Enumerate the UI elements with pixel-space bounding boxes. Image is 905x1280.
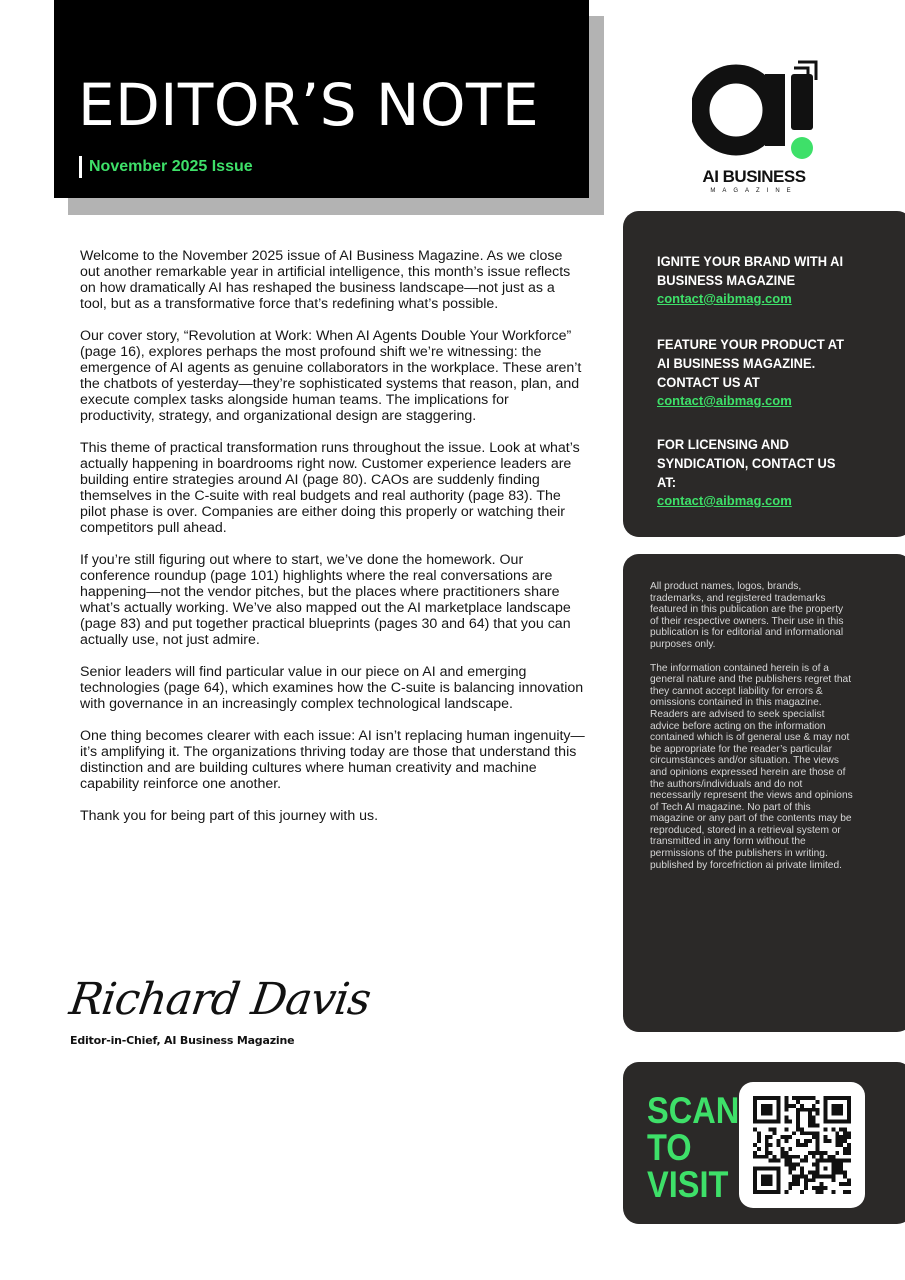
article-body: [80, 248, 585, 840]
qr-panel: [623, 1062, 905, 1224]
qr-code-icon[interactable]: [753, 1096, 851, 1194]
issue-label: November 2025 Issue: [79, 156, 253, 178]
contact-title: IGNITE YOUR BRAND WITH AI BUSINESS MAGAZINE: [657, 253, 844, 288]
magazine-logo: [692, 58, 820, 200]
contact-title: FOR LICENSING AND SYNDICATION, CONTACT US AT:: [657, 436, 836, 490]
disclaimer-text: [650, 581, 853, 883]
header-banner: [54, 0, 589, 198]
scan-label-line: TO: [647, 1127, 692, 1168]
contact-email-link[interactable]: contact@aibmag.com: [657, 493, 792, 508]
disclaimer-paragraph: All product names, logos, brands, trademarks, and registered trademarks featured in this publication are the property of their respective owners. Their use in this publication is for editorial and informational purposes only.: [650, 581, 844, 650]
scan-label-line: SCAN: [647, 1090, 740, 1131]
qr-code-box[interactable]: [739, 1082, 865, 1208]
disclaimer-panel: [623, 554, 905, 1032]
article-paragraph: This theme of practical transformation runs throughout the issue. Look at what’s actually happening in boardrooms right now. Customer experience leaders are building entire strategies around AI (page 80). CAOs are suddenly finding themselves in the C-suite with real budgets and real authority (page 83). The pilot phase is over. Companies are either doing this properly or watching their competitors pull ahead.: [80, 440, 580, 536]
article-paragraph: Thank you for being part of this journey with us.: [80, 808, 379, 824]
article-paragraph: One thing becomes clearer with each issue: AI isn’t replacing human ingenuity—it’s amplifying it. The organizations thriving today are those that understand this distinction and are building cultures where human creativity and machine capability reinforce one another.: [80, 728, 585, 792]
article-paragraph: Our cover story, “Revolution at Work: When AI Agents Double Your Workforce” (page 16), explores perhaps the most profound shift we’re witnessing: the emergence of AI agents as genuine collaborators in the workplace. These aren’t the chatbots of yesterday—they’re sophisticated systems that reason, plan, and execute complex tasks alongside human teams. The implications for productivity, strategy, and organizational design are staggering.: [80, 328, 582, 424]
article-paragraph: If you’re still figuring out where to start, we’ve done the homework. Our conference roundup (page 101) highlights where the real conversations are happening—not the vendor pitches, but the places where practitioners share what’s actually working. We’ve also mapped out the AI marketplace landscape (page 83) and put together practical blueprints (pages 30 and 64) that you can actually use, not just admire.: [80, 552, 571, 648]
logo-name: AI BUSINESS: [702, 167, 806, 186]
editor-signature: Richard Davis: [66, 974, 374, 1025]
disclaimer-paragraph: The information contained herein is of a general nature and the publishers regret that they cannot accept liability for errors & omissions contained in this magazine. Readers are advised to seek specialist advice before acting on the information contained which is of general use & may not be appropriate for the reader’s particular circumstances and/or situation. The views and opinions expressed herein are those of the authors/individuals and do not necessarily represent the views and opinions of Tech AI magazine. No part of this magazine or any part of the contents may be reproduced, stored in a retrieval system or transmitted in any form without the permissions of the publishers in writing. published by forcefriction ai private limited.: [650, 662, 853, 871]
article-paragraph: Welcome to the November 2025 issue of AI Business Magazine. As we close out another remarkable year in artificial intelligence, this month’s issue reflects on how dramatically AI has reshaped the business landscape—not just as a tool, but as a transformative force that’s redefining what’s possible.: [80, 248, 571, 312]
scan-label-line: VISIT: [647, 1164, 729, 1205]
contact-email-link[interactable]: contact@aibmag.com: [657, 393, 792, 408]
ai-logo-icon: [692, 58, 820, 168]
contact-email-link[interactable]: contact@aibmag.com: [657, 291, 792, 306]
page-title: EDITOR’S NOTE: [78, 71, 540, 139]
contact-title: FEATURE YOUR PRODUCT AT AI BUSINESS MAGAZINE. CONTACT US AT: [657, 336, 845, 390]
contact-block: [657, 435, 867, 510]
contact-panel: [623, 211, 905, 537]
article-paragraph: Senior leaders will find particular value in our piece on AI and emerging technologies (page 64), which examines how the C-suite is balancing innovation with governance in an increasingly complex technological landscape.: [80, 664, 584, 712]
contact-block: [657, 335, 867, 410]
scan-label: [647, 1090, 740, 1205]
logo-subtitle: MAGAZINE: [710, 188, 798, 194]
contact-block: [657, 252, 867, 308]
editor-role: Editor-in-Chief, AI Business Magazine: [70, 1034, 295, 1047]
